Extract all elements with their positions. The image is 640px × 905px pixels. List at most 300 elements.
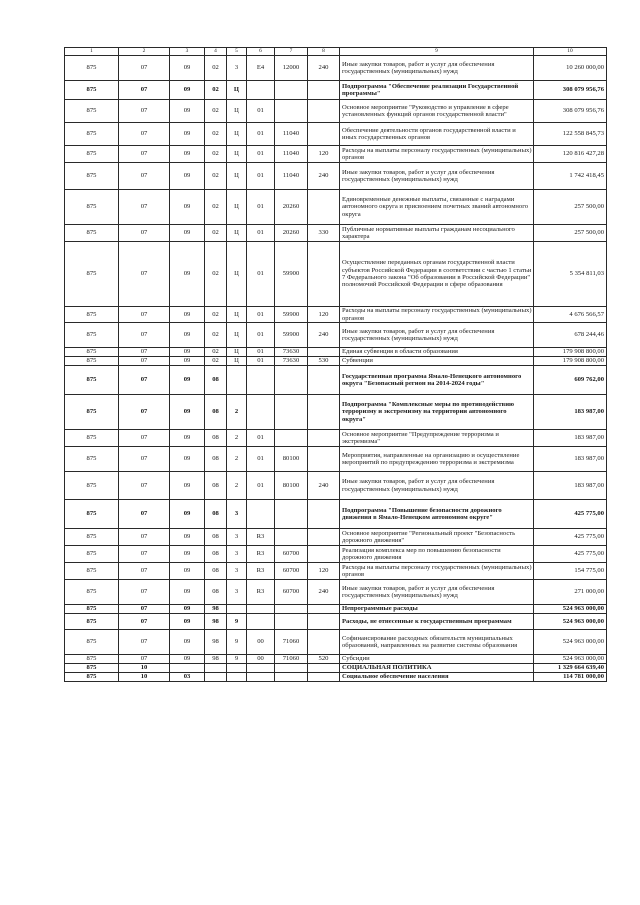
activity-code-cell — [247, 664, 275, 673]
amount-cell: 425 775,00 — [534, 529, 607, 546]
subsection-code-cell: 09 — [170, 563, 205, 580]
subprogram-code-cell: 9 — [227, 655, 247, 664]
subprogram-code-cell: 9 — [227, 630, 247, 655]
section-code-cell: 07 — [119, 605, 170, 614]
section-code-cell: 07 — [119, 580, 170, 605]
table-row — [65, 655, 607, 664]
section-code-cell: 07 — [119, 123, 170, 146]
direction-code-cell — [275, 100, 308, 123]
description-cell: Субсидии — [340, 655, 534, 664]
program-code-cell: 02 — [205, 190, 227, 225]
subsection-code-cell: 09 — [170, 348, 205, 357]
table-row — [65, 146, 607, 163]
ministry-code-cell: 875 — [65, 323, 119, 348]
subprogram-code-cell: Ц — [227, 146, 247, 163]
expense-type-code-cell — [308, 81, 340, 100]
column-number-header: 7 — [275, 48, 308, 56]
expense-type-code-cell — [308, 546, 340, 563]
amount-cell: 257 500,00 — [534, 190, 607, 225]
ministry-code-cell: 875 — [65, 605, 119, 614]
program-code-cell — [205, 664, 227, 673]
ministry-code-cell: 875 — [65, 163, 119, 190]
table-row — [65, 580, 607, 605]
ministry-code-cell: 875 — [65, 395, 119, 430]
activity-code-cell: 01 — [247, 225, 275, 242]
expense-type-code-cell — [308, 529, 340, 546]
table-row — [65, 500, 607, 529]
direction-code-cell: 11040 — [275, 163, 308, 190]
amount-cell: 425 775,00 — [534, 546, 607, 563]
amount-cell: 179 908 800,00 — [534, 348, 607, 357]
activity-code-cell: 01 — [247, 348, 275, 357]
program-code-cell: 02 — [205, 307, 227, 323]
table-row — [65, 307, 607, 323]
direction-code-cell: 60700 — [275, 563, 308, 580]
section-code-cell: 07 — [119, 323, 170, 348]
section-code-cell: 07 — [119, 163, 170, 190]
subprogram-code-cell: 3 — [227, 563, 247, 580]
subprogram-code-cell: 2 — [227, 472, 247, 500]
subprogram-code-cell: Ц — [227, 190, 247, 225]
subsection-code-cell: 09 — [170, 366, 205, 395]
description-cell: Единая субвенция в области образования — [340, 348, 534, 357]
ministry-code-cell: 875 — [65, 664, 119, 673]
column-number-header: 6 — [247, 48, 275, 56]
section-code-cell: 07 — [119, 614, 170, 630]
ministry-code-cell: 875 — [65, 500, 119, 529]
ministry-code-cell: 875 — [65, 190, 119, 225]
ministry-code-cell: 875 — [65, 529, 119, 546]
subprogram-code-cell — [227, 673, 247, 682]
direction-code-cell: 71060 — [275, 630, 308, 655]
activity-code-cell: 01 — [247, 146, 275, 163]
direction-code-cell: 59900 — [275, 323, 308, 348]
subsection-code-cell: 09 — [170, 56, 205, 81]
program-code-cell: 98 — [205, 630, 227, 655]
subprogram-code-cell: Ц — [227, 100, 247, 123]
direction-code-cell: 59900 — [275, 242, 308, 307]
section-code-cell: 07 — [119, 225, 170, 242]
description-cell: Иные закупки товаров, работ и услуг для обеспечения государственных (муниципальных) нужд — [340, 472, 534, 500]
direction-code-cell: 11040 — [275, 146, 308, 163]
activity-code-cell — [247, 605, 275, 614]
program-code-cell: 08 — [205, 430, 227, 447]
column-number-header: 3 — [170, 48, 205, 56]
table-row — [65, 430, 607, 447]
subprogram-code-cell: 3 — [227, 580, 247, 605]
section-code-cell: 07 — [119, 529, 170, 546]
expense-type-code-cell: 240 — [308, 56, 340, 81]
program-code-cell: 02 — [205, 100, 227, 123]
expense-type-code-cell — [308, 395, 340, 430]
expense-type-code-cell: 240 — [308, 163, 340, 190]
description-cell: Субвенции — [340, 357, 534, 366]
program-code-cell: 08 — [205, 447, 227, 472]
subprogram-code-cell: Ц — [227, 323, 247, 348]
subsection-code-cell: 09 — [170, 546, 205, 563]
amount-cell: 183 987,00 — [534, 447, 607, 472]
activity-code-cell: 01 — [247, 163, 275, 190]
subprogram-code-cell — [227, 605, 247, 614]
subprogram-code-cell — [227, 366, 247, 395]
activity-code-cell: R3 — [247, 546, 275, 563]
direction-code-cell: 20260 — [275, 225, 308, 242]
description-cell: Основное мероприятие "Региональный проект "Безопасность дорожного движения" — [340, 529, 534, 546]
table-row — [65, 81, 607, 100]
subsection-code-cell: 09 — [170, 163, 205, 190]
amount-cell: 5 354 811,03 — [534, 242, 607, 307]
table-row — [65, 472, 607, 500]
table-row — [65, 605, 607, 614]
direction-code-cell — [275, 673, 308, 682]
column-number-header-row — [65, 48, 607, 56]
program-code-cell: 02 — [205, 323, 227, 348]
direction-code-cell — [275, 500, 308, 529]
expense-type-code-cell — [308, 123, 340, 146]
subsection-code-cell: 09 — [170, 242, 205, 307]
description-cell: Софинансирование расходных обязательств муниципальных образований, направленных на развитие системы образования — [340, 630, 534, 655]
amount-cell: 154 775,00 — [534, 563, 607, 580]
program-code-cell: 08 — [205, 366, 227, 395]
expense-type-code-cell — [308, 500, 340, 529]
expense-type-code-cell: 120 — [308, 563, 340, 580]
program-code-cell: 02 — [205, 56, 227, 81]
subprogram-code-cell: Ц — [227, 307, 247, 323]
direction-code-cell: 59900 — [275, 307, 308, 323]
amount-cell: 425 775,00 — [534, 500, 607, 529]
description-cell: Осуществление переданных органам государственной власти субъектов Российской Федерации в соответствии с частью 1 статьи 7 Федерального закона "Об образовании в Российской Федерации" полномочий Российской Федерации в сфере образования — [340, 242, 534, 307]
program-code-cell: 02 — [205, 123, 227, 146]
subprogram-code-cell: Ц — [227, 123, 247, 146]
description-cell: Государственная программа Ямало-Ненецкого автономного округа "Безопасный регион на 2014-2024 годы" — [340, 366, 534, 395]
description-cell: Подпрограмма "Комплексные меры по противодействию терроризму и экстремизму на территории автономного округа" — [340, 395, 534, 430]
direction-code-cell: 73630 — [275, 348, 308, 357]
ministry-code-cell: 875 — [65, 673, 119, 682]
section-code-cell: 07 — [119, 630, 170, 655]
table-row — [65, 242, 607, 307]
section-code-cell: 07 — [119, 472, 170, 500]
column-number-header: 4 — [205, 48, 227, 56]
activity-code-cell: 01 — [247, 307, 275, 323]
amount-cell: 524 963 000,00 — [534, 630, 607, 655]
subprogram-code-cell: Ц — [227, 163, 247, 190]
column-number-header: 9 — [340, 48, 534, 56]
subprogram-code-cell: Ц — [227, 348, 247, 357]
table-row — [65, 190, 607, 225]
section-code-cell: 07 — [119, 500, 170, 529]
table-row — [65, 323, 607, 348]
subprogram-code-cell: 2 — [227, 395, 247, 430]
subprogram-code-cell — [227, 664, 247, 673]
table-row — [65, 664, 607, 673]
activity-code-cell — [247, 673, 275, 682]
column-number-header: 1 — [65, 48, 119, 56]
amount-cell: 609 762,00 — [534, 366, 607, 395]
ministry-code-cell: 875 — [65, 56, 119, 81]
ministry-code-cell: 875 — [65, 366, 119, 395]
expense-type-code-cell: 330 — [308, 225, 340, 242]
amount-cell: 1 329 664 639,40 — [534, 664, 607, 673]
table-row — [65, 348, 607, 357]
subsection-code-cell: 09 — [170, 447, 205, 472]
amount-cell: 678 244,46 — [534, 323, 607, 348]
expense-type-code-cell: 530 — [308, 357, 340, 366]
program-code-cell: 02 — [205, 348, 227, 357]
amount-cell: 4 676 566,57 — [534, 307, 607, 323]
amount-cell: 524 963 000,00 — [534, 655, 607, 664]
amount-cell: 524 963 000,00 — [534, 614, 607, 630]
activity-code-cell: 01 — [247, 242, 275, 307]
expense-type-code-cell — [308, 605, 340, 614]
expense-type-code-cell — [308, 190, 340, 225]
column-number-header: 10 — [534, 48, 607, 56]
subsection-code-cell: 09 — [170, 395, 205, 430]
table-row — [65, 529, 607, 546]
budget-table — [64, 47, 607, 682]
program-code-cell: 08 — [205, 546, 227, 563]
column-number-header: 8 — [308, 48, 340, 56]
section-code-cell: 10 — [119, 664, 170, 673]
table-row — [65, 395, 607, 430]
amount-cell: 257 500,00 — [534, 225, 607, 242]
description-cell: Иные закупки товаров, работ и услуг для обеспечения государственных (муниципальных) нужд — [340, 323, 534, 348]
ministry-code-cell: 875 — [65, 447, 119, 472]
activity-code-cell: 01 — [247, 100, 275, 123]
program-code-cell: 02 — [205, 163, 227, 190]
description-cell: Публичные нормативные выплаты гражданам несоциального характера — [340, 225, 534, 242]
amount-cell: 183 987,00 — [534, 472, 607, 500]
subsection-code-cell: 09 — [170, 357, 205, 366]
program-code-cell: 08 — [205, 580, 227, 605]
section-code-cell: 07 — [119, 146, 170, 163]
program-code-cell: 02 — [205, 357, 227, 366]
section-code-cell: 07 — [119, 655, 170, 664]
description-cell: Основное мероприятие "Предупреждение терроризма и экстремизма" — [340, 430, 534, 447]
table-row — [65, 225, 607, 242]
direction-code-cell — [275, 430, 308, 447]
program-code-cell: 08 — [205, 500, 227, 529]
program-code-cell: 02 — [205, 81, 227, 100]
description-cell: Социальное обеспечение населения — [340, 673, 534, 682]
table-row — [65, 100, 607, 123]
column-number-header: 5 — [227, 48, 247, 56]
expense-type-code-cell: 120 — [308, 146, 340, 163]
program-code-cell: 08 — [205, 529, 227, 546]
ministry-code-cell: 875 — [65, 357, 119, 366]
description-cell: Основное мероприятие "Руководство и управление в сфере установленных функций органов государственной власти" — [340, 100, 534, 123]
section-code-cell: 07 — [119, 366, 170, 395]
subprogram-code-cell: Ц — [227, 357, 247, 366]
subsection-code-cell: 09 — [170, 500, 205, 529]
activity-code-cell — [247, 614, 275, 630]
section-code-cell: 07 — [119, 395, 170, 430]
ministry-code-cell: 875 — [65, 614, 119, 630]
subsection-code-cell: 09 — [170, 323, 205, 348]
activity-code-cell: 01 — [247, 323, 275, 348]
program-code-cell: 98 — [205, 655, 227, 664]
expense-type-code-cell — [308, 348, 340, 357]
ministry-code-cell: 875 — [65, 81, 119, 100]
program-code-cell: 02 — [205, 146, 227, 163]
activity-code-cell: 01 — [247, 123, 275, 146]
ministry-code-cell: 875 — [65, 430, 119, 447]
table-row — [65, 447, 607, 472]
subprogram-code-cell: Ц — [227, 81, 247, 100]
subprogram-code-cell: 2 — [227, 447, 247, 472]
direction-code-cell — [275, 395, 308, 430]
table-row — [65, 563, 607, 580]
subsection-code-cell: 09 — [170, 123, 205, 146]
direction-code-cell: 12000 — [275, 56, 308, 81]
amount-cell: 120 816 427,28 — [534, 146, 607, 163]
subsection-code-cell: 03 — [170, 673, 205, 682]
program-code-cell: 08 — [205, 395, 227, 430]
expense-type-code-cell — [308, 447, 340, 472]
expense-type-code-cell — [308, 673, 340, 682]
ministry-code-cell: 875 — [65, 472, 119, 500]
amount-cell: 122 558 845,73 — [534, 123, 607, 146]
program-code-cell: 98 — [205, 605, 227, 614]
section-code-cell: 07 — [119, 56, 170, 81]
description-cell: СОЦИАЛЬНАЯ ПОЛИТИКА — [340, 664, 534, 673]
ministry-code-cell: 875 — [65, 546, 119, 563]
subprogram-code-cell: Ц — [227, 225, 247, 242]
activity-code-cell — [247, 81, 275, 100]
program-code-cell: 98 — [205, 614, 227, 630]
direction-code-cell — [275, 605, 308, 614]
expense-type-code-cell — [308, 430, 340, 447]
subsection-code-cell: 09 — [170, 307, 205, 323]
subsection-code-cell: 09 — [170, 430, 205, 447]
direction-code-cell: 11040 — [275, 123, 308, 146]
amount-cell: 10 260 000,00 — [534, 56, 607, 81]
subprogram-code-cell: 3 — [227, 546, 247, 563]
amount-cell: 524 963 000,00 — [534, 605, 607, 614]
subprogram-code-cell: 2 — [227, 430, 247, 447]
amount-cell: 308 079 956,76 — [534, 81, 607, 100]
amount-cell: 183 987,00 — [534, 430, 607, 447]
expense-type-code-cell — [308, 630, 340, 655]
amount-cell: 114 781 000,00 — [534, 673, 607, 682]
subprogram-code-cell: 9 — [227, 614, 247, 630]
subprogram-code-cell: 3 — [227, 500, 247, 529]
expense-type-code-cell: 520 — [308, 655, 340, 664]
expense-type-code-cell — [308, 100, 340, 123]
section-code-cell: 10 — [119, 673, 170, 682]
direction-code-cell: 80100 — [275, 447, 308, 472]
ministry-code-cell: 875 — [65, 630, 119, 655]
section-code-cell: 07 — [119, 307, 170, 323]
description-cell: Расходы, не отнесенные к государственным программам — [340, 614, 534, 630]
section-code-cell: 07 — [119, 190, 170, 225]
program-code-cell: 08 — [205, 563, 227, 580]
expense-type-code-cell: 240 — [308, 323, 340, 348]
ministry-code-cell: 875 — [65, 225, 119, 242]
subsection-code-cell: 09 — [170, 580, 205, 605]
activity-code-cell — [247, 366, 275, 395]
table-row — [65, 546, 607, 563]
activity-code-cell: R3 — [247, 580, 275, 605]
activity-code-cell: R3 — [247, 529, 275, 546]
table-row — [65, 56, 607, 81]
subsection-code-cell: 09 — [170, 190, 205, 225]
description-cell: Мероприятия, направленные на организацию и осуществление мероприятий по предупреждению терроризма и экстремизма — [340, 447, 534, 472]
description-cell: Подпрограмма "Обеспечение реализации Государственной программы" — [340, 81, 534, 100]
direction-code-cell: 80100 — [275, 472, 308, 500]
section-code-cell: 07 — [119, 242, 170, 307]
expense-type-code-cell — [308, 664, 340, 673]
description-cell: Реализация комплекса мер по повышению безопасности дорожного движения — [340, 546, 534, 563]
direction-code-cell: 71060 — [275, 655, 308, 664]
direction-code-cell — [275, 664, 308, 673]
description-cell: Иные закупки товаров, работ и услуг для обеспечения государственных (муниципальных) нужд — [340, 580, 534, 605]
description-cell: Непрограммные расходы — [340, 605, 534, 614]
description-cell: Расходы на выплаты персоналу государственных (муниципальных) органов — [340, 146, 534, 163]
activity-code-cell: E4 — [247, 56, 275, 81]
subsection-code-cell: 09 — [170, 605, 205, 614]
ministry-code-cell: 875 — [65, 146, 119, 163]
description-cell: Иные закупки товаров, работ и услуг для обеспечения государственных (муниципальных) нужд — [340, 56, 534, 81]
activity-code-cell: 01 — [247, 357, 275, 366]
direction-code-cell — [275, 366, 308, 395]
description-cell: Иные закупки товаров, работ и услуг для обеспечения государственных (муниципальных) нужд — [340, 163, 534, 190]
expense-type-code-cell — [308, 242, 340, 307]
expense-type-code-cell: 240 — [308, 580, 340, 605]
subsection-code-cell: 09 — [170, 614, 205, 630]
description-cell: Расходы на выплаты персоналу государственных (муниципальных) органов — [340, 307, 534, 323]
ministry-code-cell: 875 — [65, 242, 119, 307]
description-cell: Расходы на выплаты персоналу государственных (муниципальных) органов — [340, 563, 534, 580]
direction-code-cell — [275, 529, 308, 546]
subsection-code-cell: 09 — [170, 146, 205, 163]
subsection-code-cell: 09 — [170, 225, 205, 242]
activity-code-cell: 01 — [247, 472, 275, 500]
ministry-code-cell: 875 — [65, 655, 119, 664]
table-row — [65, 123, 607, 146]
subsection-code-cell: 09 — [170, 655, 205, 664]
table-row — [65, 630, 607, 655]
amount-cell: 271 000,00 — [534, 580, 607, 605]
description-cell: Подпрограмма "Повышение безопасности дорожного движения в Ямало-Ненецком автономном округе" — [340, 500, 534, 529]
expense-type-code-cell: 240 — [308, 472, 340, 500]
activity-code-cell: 00 — [247, 655, 275, 664]
subsection-code-cell: 09 — [170, 630, 205, 655]
subsection-code-cell — [170, 664, 205, 673]
program-code-cell: 08 — [205, 472, 227, 500]
table-row — [65, 673, 607, 682]
direction-code-cell: 73630 — [275, 357, 308, 366]
direction-code-cell — [275, 81, 308, 100]
ministry-code-cell: 875 — [65, 123, 119, 146]
subsection-code-cell: 09 — [170, 81, 205, 100]
column-number-header: 2 — [119, 48, 170, 56]
section-code-cell: 07 — [119, 430, 170, 447]
program-code-cell — [205, 673, 227, 682]
table-row — [65, 163, 607, 190]
activity-code-cell: 01 — [247, 447, 275, 472]
section-code-cell: 07 — [119, 447, 170, 472]
ministry-code-cell: 875 — [65, 563, 119, 580]
subprogram-code-cell: Ц — [227, 242, 247, 307]
description-cell: Обеспечение деятельности органов государственной власти и иных государственных органов — [340, 123, 534, 146]
activity-code-cell: 01 — [247, 190, 275, 225]
table-row — [65, 357, 607, 366]
section-code-cell: 07 — [119, 563, 170, 580]
amount-cell: 308 079 956,76 — [534, 100, 607, 123]
activity-code-cell: 00 — [247, 630, 275, 655]
table-row — [65, 614, 607, 630]
section-code-cell: 07 — [119, 348, 170, 357]
